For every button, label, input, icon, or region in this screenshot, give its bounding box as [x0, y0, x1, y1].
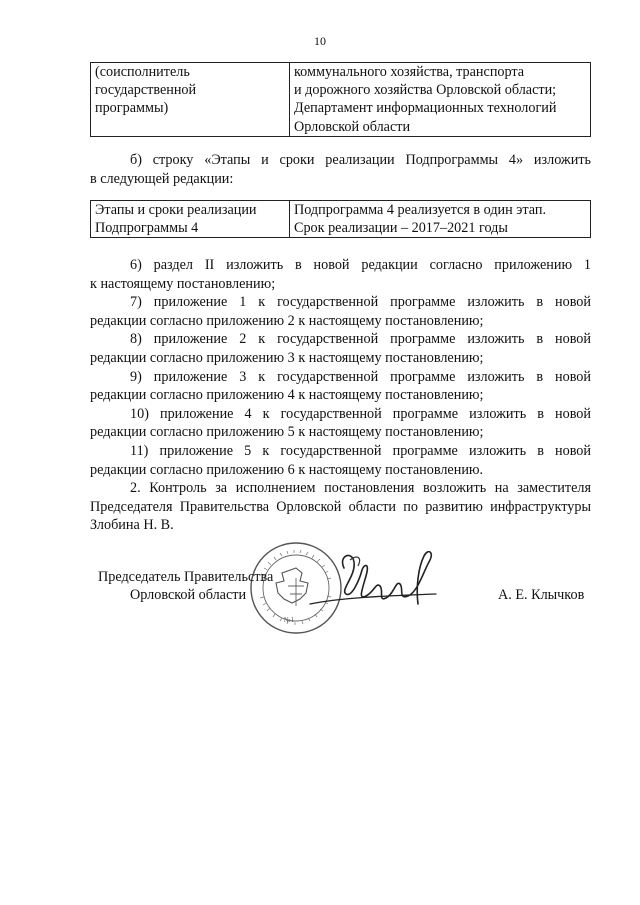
- text-line: редакции согласно приложению 6 к настоящему постановлению.: [90, 461, 484, 478]
- stages-value-cell: [290, 201, 591, 238]
- text-line: редакции согласно приложению 4 к настоящему постановлению;: [90, 387, 484, 404]
- signatory-name: А. Е. Клычков: [498, 587, 585, 603]
- text-line: редакции согласно приложению 5 к настоящему постановлению;: [90, 424, 484, 441]
- text-line: 7) приложение 1 к государственной программе изложить в новой: [130, 294, 591, 311]
- stamp-number: №1: [284, 616, 295, 624]
- cell-line: (соисполнитель: [95, 64, 190, 80]
- handwritten-signature: [300, 542, 440, 622]
- cell-line: Орловской области: [294, 118, 411, 135]
- text-line: 9) приложение 3 к государственной программе изложить в новой: [130, 368, 591, 385]
- signatory-position-line1: Председатель Правительства: [98, 569, 274, 585]
- cell-line: программы): [95, 100, 169, 117]
- text-line: 8) приложение 2 к государственной программе изложить в новой: [130, 331, 591, 348]
- stages-label-cell: [91, 201, 290, 238]
- cell-line: Департамент информационных технологий: [294, 100, 557, 117]
- signatory-position-line2: Орловской области: [130, 587, 247, 603]
- cell-line: Подпрограмма 4 реализуется в один этап.: [294, 202, 546, 218]
- cell-line: Срок реализации – 2017–2021 годы: [294, 220, 508, 237]
- items-list: [90, 256, 591, 535]
- text-line: к настоящему постановлению;: [90, 275, 276, 292]
- text-line: 10) приложение 4 к государственной программе изложить в новой: [130, 405, 591, 422]
- coexecutor-label-cell: [91, 63, 290, 137]
- text-line: 2. Контроль за исполнением постановления возложить на заместителя: [130, 480, 591, 497]
- text-line: 6) раздел II изложить в новой редакции согласно приложению 1: [130, 257, 591, 273]
- coexecutor-value-cell: [290, 63, 591, 137]
- coexecutor-table: [90, 62, 591, 137]
- text-line: редакции согласно приложению 2 к настоящему постановлению;: [90, 312, 484, 329]
- text-line: 11) приложение 5 к государственной программе изложить в новой: [130, 442, 591, 459]
- cell-line: Подпрограммы 4: [95, 220, 199, 237]
- text-line: Председателя Правительства Орловской области по развитию инфраструктуры: [90, 498, 591, 515]
- cell-line: коммунального хозяйства, транспорта: [294, 64, 525, 80]
- cell-line: государственной: [95, 82, 197, 99]
- cell-line: Этапы и сроки реализации: [95, 202, 257, 218]
- cell-line: и дорожного хозяйства Орловской области;: [294, 82, 557, 99]
- paragraph-b: [90, 151, 591, 188]
- text-line: редакции согласно приложению 3 к настоящему постановлению;: [90, 349, 484, 366]
- stages-table: [90, 200, 591, 238]
- text-line: б) строку «Этапы и сроки реализации Подпрограммы 4» изложить: [130, 152, 591, 168]
- text-line: Злобина Н. В.: [90, 517, 174, 534]
- page-number: 10: [314, 34, 326, 48]
- text-line: в следующей редакции:: [90, 170, 234, 187]
